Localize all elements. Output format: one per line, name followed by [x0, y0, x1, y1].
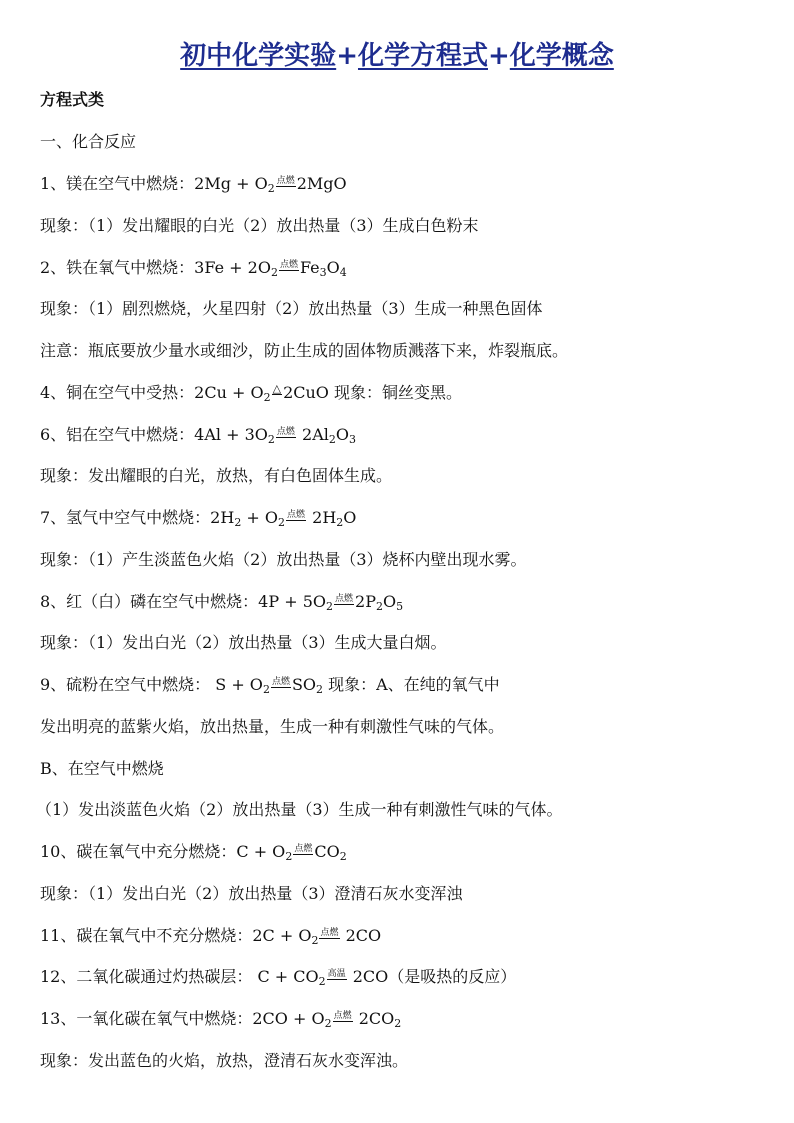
reaction-condition: 点燃	[333, 1011, 352, 1021]
subsection-heading: 一、化合反应	[40, 132, 137, 151]
reaction-condition: 点燃	[271, 677, 290, 687]
reaction-condition: 点燃	[294, 844, 313, 854]
equation-line: 10、碳在氧气中充分燃烧：$C + O_2$点燃 $CO_2$	[40, 842, 347, 863]
equation-line: 9、硫粉在空气中燃烧： $S + O_2$点燃 $SO_2$ 现象：A、在纯的氧气中	[40, 675, 500, 696]
equation-line: 6、铝在空气中燃烧：$4Al + 3O_2$点燃 $2Al_2O_3$	[40, 425, 356, 446]
phenomenon-line: 现象：（1）产生淡蓝色火焰（2）放出热量（3）烧杯内壁出现水雾。	[40, 550, 527, 569]
phenomenon-line: 现象：发出耀眼的白光，放热，有白色固体生成。	[40, 466, 393, 485]
title-part-experiment: 初中化学实验	[180, 41, 337, 71]
phenomenon-line: 现象：（1）发出耀眼的白光（2）放出热量（3）生成白色粉末	[40, 216, 479, 235]
equation-line: 4、铜在空气中受热：$2Cu + O_2\triangle$ 2CuO 现象：铜丝变黑。	[40, 382, 463, 404]
page-title	[0, 36, 794, 76]
equation-line: 2、铁在氧气中燃烧：$3Fe + 2O_2$点燃 $Fe_3O_4$	[40, 258, 347, 279]
phenomenon-line: 发出明亮的蓝紫火焰，放出热量，生成一种有刺激性气味的气体。	[40, 717, 505, 736]
equation-line: 8、红（白）磷在空气中燃烧：$4P + 5O_2$点燃 $2P_2O_5$	[40, 592, 404, 613]
title-plus: +	[336, 41, 358, 71]
title-plus: +	[488, 41, 510, 71]
reaction-condition: 高温	[327, 969, 346, 979]
phenomenon-line: （1）发出淡蓝色火焰（2）放出热量（3）生成一种有刺激性气味的气体。	[36, 800, 563, 819]
reaction-condition: 点燃	[276, 427, 295, 437]
reaction-condition: 点燃	[320, 928, 339, 938]
phenomenon-line: 现象：（1）发出白光（2）放出热量（3）生成大量白烟。	[40, 633, 447, 652]
reaction-condition: 点燃	[335, 594, 354, 604]
note-line: 注意：瓶底要放少量水或细沙，防止生成的固体物质溅落下来，炸裂瓶底。	[40, 341, 569, 360]
phenomenon-line: 现象：（1）剧烈燃烧，火星四射（2）放出热量（3）生成一种黑色固体	[40, 299, 543, 318]
title-part-equations: 化学方程式	[357, 41, 488, 71]
reaction-condition: 点燃	[287, 510, 306, 520]
phenomenon-line: 现象：（1）发出白光（2）放出热量（3）澄清石灰水变浑浊	[40, 884, 463, 903]
phenomenon-line: 现象：发出蓝色的火焰，放热，澄清石灰水变浑浊。	[40, 1051, 409, 1070]
title-part-concepts: 化学概念	[509, 41, 614, 71]
equation-line: 13、一氧化碳在氧气中燃烧：$2CO + O_2$点燃 $2CO_2$	[40, 1009, 402, 1030]
phenomenon-line: B、在空气中燃烧	[40, 759, 164, 778]
reaction-condition: △	[272, 382, 282, 395]
equation-line: 7、氢气中空气中燃烧：$2H_2 + O_2$点燃 $2H_2O$	[40, 508, 357, 529]
equation-line: 12、二氧化碳通过灼热碳层： $C + CO_2$高温 2CO（是吸热的反应）	[40, 967, 517, 988]
section-heading: 方程式类	[40, 90, 105, 109]
equation-line: 11、碳在氧气中不充分燃烧：$2C + O_2$点燃 2CO	[40, 926, 382, 947]
equation-line: 1、镁在空气中燃烧：$2Mg + O_2$点燃 2MgO	[40, 174, 347, 195]
reaction-condition: 点燃	[276, 176, 295, 186]
reaction-condition: 点燃	[279, 260, 298, 270]
